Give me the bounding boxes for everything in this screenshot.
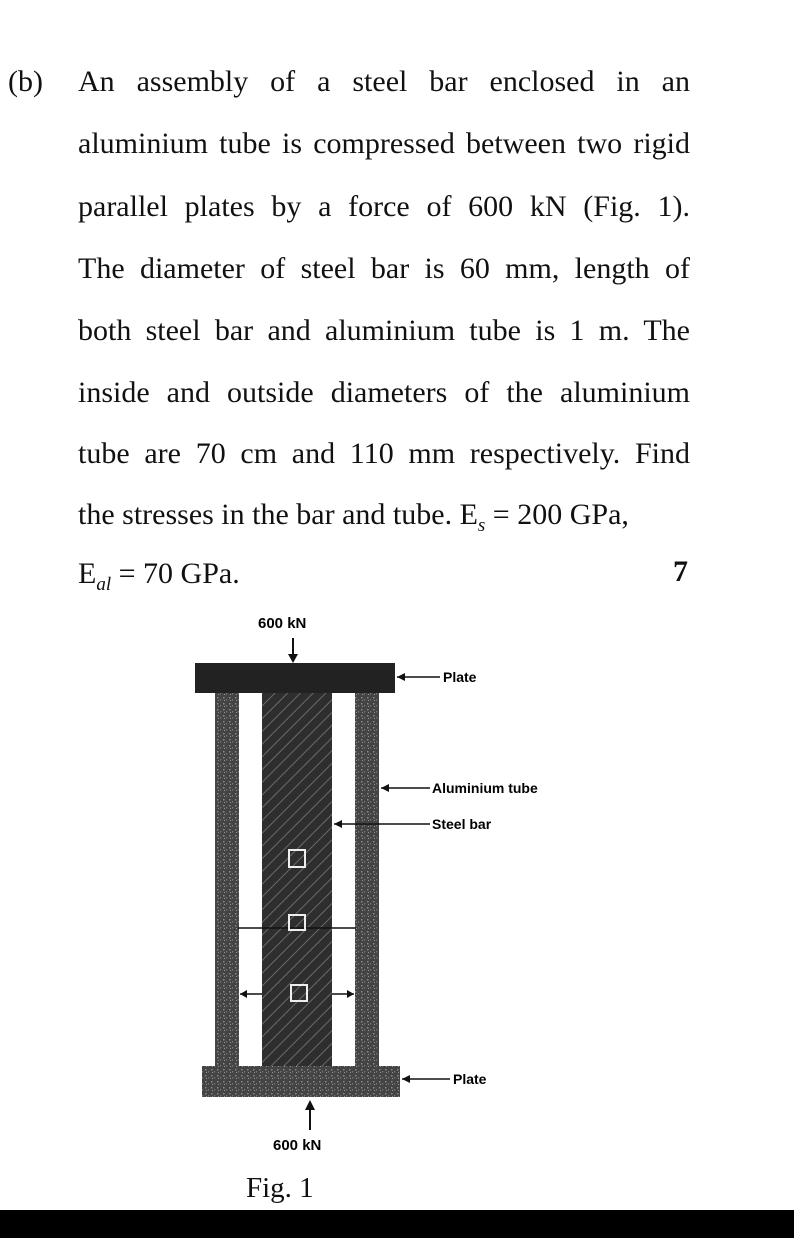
question-line-6: inside and outside diameters of the aluminium — [78, 376, 690, 409]
steel-bar-label: Steel bar — [432, 816, 492, 832]
bottom-arrow-head-icon — [305, 1100, 315, 1110]
leader-top-plate-arrow-icon — [397, 673, 405, 681]
left-dim-arrow-head-icon — [240, 990, 247, 998]
aluminium-tube-label: Aluminium tube — [432, 780, 538, 796]
plate-bottom-label: Plate — [453, 1071, 487, 1087]
bottom-plate — [202, 1066, 400, 1097]
aluminium-tube-right-wall — [355, 693, 379, 1066]
marks: 7 — [673, 555, 688, 588]
force-bottom-label: 600 kN — [273, 1137, 322, 1154]
bottom-black-bar — [0, 1210, 794, 1238]
question-line-4: The diameter of steel bar is 60 mm, length of — [78, 252, 690, 285]
leader-bottom-plate-arrow-icon — [402, 1075, 410, 1083]
question-line-7: tube are 70 cm and 110 mm respectively. Find — [78, 437, 690, 470]
question-line-3: parallel plates by a force of 600 kN (Fig. 1). — [78, 190, 690, 223]
line-8-text: the stresses in the bar and tube. E — [78, 498, 478, 531]
top-plate — [195, 663, 395, 693]
line-9-value: = 70 GPa. — [111, 557, 240, 590]
plate-top-label: Plate — [443, 669, 477, 685]
subscript-al: al — [96, 574, 112, 595]
top-arrow-head-icon — [288, 654, 298, 663]
question-line-1: An assembly of a steel bar enclosed in an — [78, 65, 690, 98]
question-line-5: both steel bar and aluminium tube is 1 m. The — [78, 314, 690, 347]
aluminium-tube-left-wall — [215, 693, 239, 1066]
leader-tube-arrow-icon — [381, 784, 389, 792]
right-dim-arrow-head-icon — [347, 990, 354, 998]
figure-caption: Fig. 1 — [246, 1172, 314, 1204]
leader-bar-arrow-icon — [334, 820, 342, 828]
line-9-text: E — [78, 557, 97, 590]
line-8-value: = 200 GPa, — [485, 498, 629, 531]
force-top-label: 600 kN — [258, 615, 307, 632]
steel-bar — [262, 693, 332, 1066]
question-label: (b) — [8, 65, 43, 98]
subscript-s: s — [477, 515, 486, 536]
question-line-2: aluminium tube is compressed between two rigid — [78, 127, 690, 160]
